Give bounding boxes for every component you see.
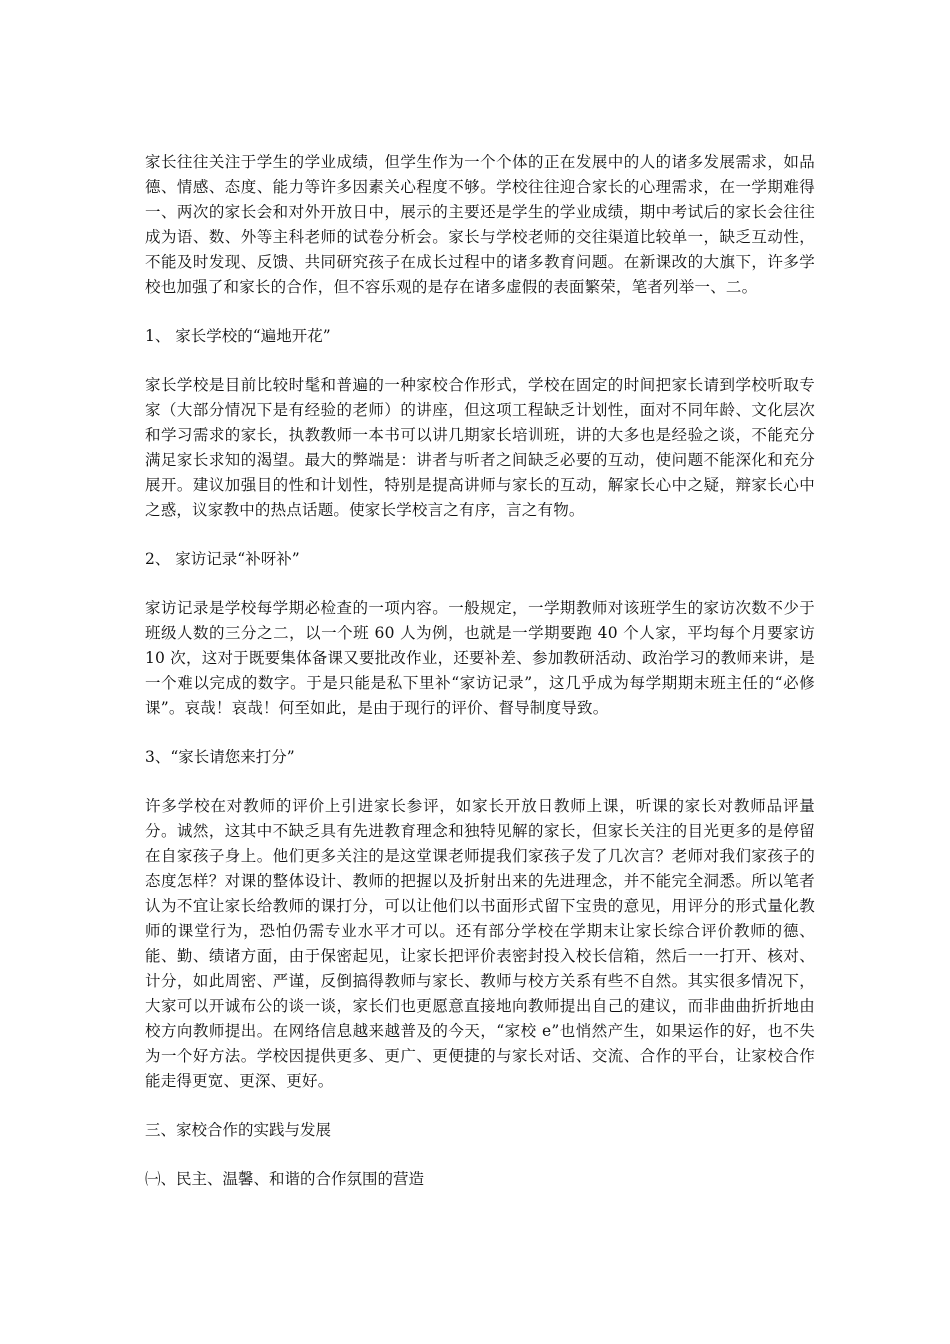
section-3-heading: 3、“家长请您来打分” xyxy=(145,748,295,766)
spacer xyxy=(145,349,815,373)
spacer xyxy=(145,523,815,547)
spacer xyxy=(145,572,815,596)
section-1-heading: 1、 家长学校的“遍地开花” xyxy=(145,327,331,345)
spacer xyxy=(145,300,815,324)
document-page xyxy=(145,150,815,1192)
spacer xyxy=(145,1094,815,1118)
intro-paragraph: 家长往往关注于学生的学业成绩，但学生作为一个个体的正在发展中的人的诸多发展需求，如品德、情感、态度、能力等许多因素关心程度不够。学校往往迎合家长的心理需求，在一学期难得一、两次的家长会和对外开放日中，展示的主要还是学生的学业成绩，期中考试后的家长会往往成为语、数、外等主科老师的试卷分析会。家长与学校老师的交往渠道比较单一，缺乏互动性，不能及时发现、反馈、共同研究孩子在成长过程中的诸多教育问题。在新课改的大旗下，许多学校也加强了和家长的合作，但不容乐观的是存在诸多虚假的表面繁荣，笔者列举一、二。 xyxy=(145,153,815,296)
subsection-1-heading: ㈠、民主、温馨、和谐的合作氛围的营造 xyxy=(145,1170,425,1188)
section-3-paragraph: 许多学校在对教师的评价上引进家长参评，如家长开放日教师上课，听课的家长对教师品评量分。诚然，这其中不缺乏具有先进教育理念和独特见解的家长，但家长关注的目光更多的是停留在自家孩子身上。他们更多关注的是这堂课老师提我们家孩子发了几次言？老师对我们家孩子的态度怎样？对课的整体设计、教师的把握以及折射出来的先进理念，并不能完全洞悉。所以笔者认为不宜让家长给教师的课打分，可以让他们以书面形式留下宝贵的意见，用评分的形式量化教师的课堂行为，恐怕仍需专业水平才可以。还有部分学校在学期末让家长综合评价教师的德、能、勤、绩诸方面，由于保密起见，让家长把评价表密封投入校长信箱，然后一一打开、核对、计分，如此周密、严谨，反倒搞得教师与家长、教师与校方关系有些不自然。其实很多情况下，大家可以开诚布公的谈一谈，家长们也更愿意直接地向教师提出自己的建议，而非曲曲折折地由校方向教师提出。在网络信息越来越普及的今天，“家校 e”也悄然产生，如果运作的好，也不失为一个好方法。学校因提供更多、更广、更便捷的与家长对话、交流、合作的平台，让家校合作能走得更宽、更深、更好。 xyxy=(145,797,815,1090)
spacer xyxy=(145,1143,815,1167)
spacer xyxy=(145,721,815,745)
section-2-paragraph: 家访记录是学校每学期必检查的一项内容。一般规定，一学期教师对该班学生的家访次数不少于班级人数的三分之二，以一个班 60 人为例，也就是一学期要跑 40 个人家，平均每个月要家访 10 次，这对于既要集体备课又要批改作业，还要补差、参加教研活动、政治学习的教师来讲，是一个难以完成的数字。于是只能是私下里补“家访记录”，这几乎成为每学期期末班主任的“必修课”。哀哉！哀哉！何至如此，是由于现行的评价、督导制度导致。 xyxy=(145,599,815,717)
section-2-heading: 2、 家访记录“补呀补” xyxy=(145,550,300,568)
section-1-paragraph: 家长学校是目前比较时髦和普遍的一种家校合作形式，学校在固定的时间把家长请到学校听取专家（大部分情况下是有经验的老师）的讲座，但这项工程缺乏计划性，面对不同年龄、文化层次和学习需求的家长，执教教师一本书可以讲几期家长培训班，讲的大多也是经验之谈，不能充分满足家长求知的渴望。最大的弊端是：讲者与听者之间缺乏必要的互动，使问题不能深化和充分展开。建议加强目的性和计划性，特别是提高讲师与家长的互动，解家长心中之疑，辩家长心中之惑，议家教中的热点话题。使家长学校言之有序，言之有物。 xyxy=(145,376,815,519)
spacer xyxy=(145,770,815,794)
part-3-heading: 三、家校合作的实践与发展 xyxy=(145,1121,332,1139)
